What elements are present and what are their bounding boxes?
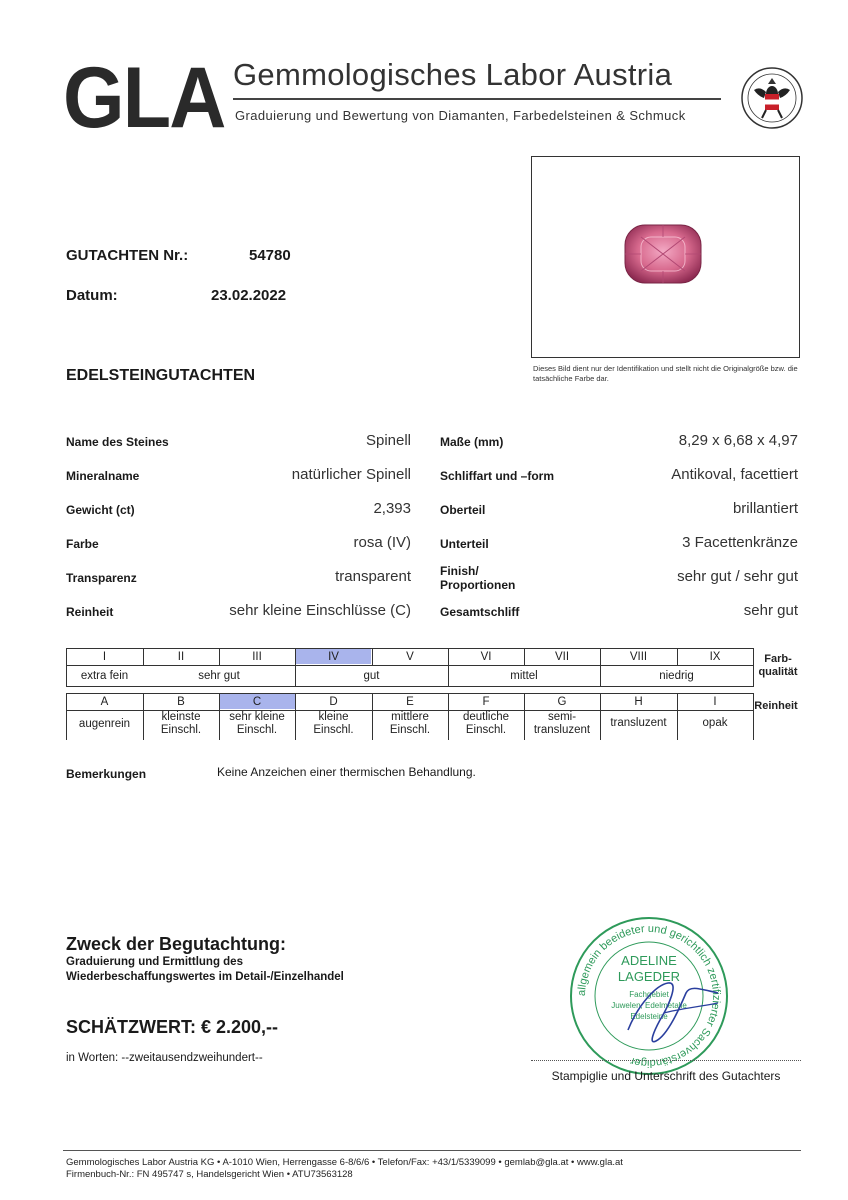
prop-value: brillantiert — [732, 500, 798, 517]
purpose-title: Zweck der Begutachtung: — [66, 934, 287, 954]
gemstone-image — [623, 223, 703, 285]
purpose-text: Graduierung und Ermittlung des Wiederbeschaffungswertes im Detail-/Einzelhandel — [66, 956, 344, 983]
clarity-description: kleinste Einschl. — [160, 711, 202, 736]
clarity-grade-letter: I — [713, 696, 717, 708]
footer-rule — [63, 1150, 801, 1151]
clarity-grade-letter: H — [634, 696, 643, 708]
footer-line: Firmenbuch-Nr.: FN 495747 s, Handelsgericht Wien • ATU73563128 — [66, 1169, 353, 1180]
prop-label: Finish/ — [440, 564, 479, 578]
prop-label: Gesamtschliff — [440, 605, 520, 619]
header-rule — [233, 98, 721, 100]
color-grade-numeral: IV — [328, 651, 339, 663]
color-grade-numeral: IX — [709, 651, 721, 663]
report-type: EDELSTEINGUTACHTEN — [66, 367, 256, 384]
clarity-grade-title: Reinheit — [754, 700, 798, 712]
grade-table — [66, 648, 796, 743]
prop-label: Reinheit — [66, 605, 114, 619]
expert-stamp-icon — [568, 915, 730, 1077]
prop-label: Farbe — [66, 537, 99, 551]
prop-value: sehr gut — [743, 602, 798, 619]
color-grade-numeral: I — [102, 651, 107, 663]
signature-line — [531, 1060, 801, 1061]
svg-text:Juwelen, Edelmetalle: Juwelen, Edelmetalle — [611, 1001, 687, 1010]
clarity-description: semi- transluzent — [533, 711, 591, 736]
prop-label: Gewicht (ct) — [66, 503, 135, 517]
prop-value: Spinell — [365, 432, 411, 449]
footer-line: Gemmologisches Labor Austria KG • A-1010 Wien, Herrengasse 6-8/6/6 • Telefon/Fax: +43/1/5339099 • gemlab@gla.at • www.gla.at — [66, 1157, 623, 1168]
prop-value: Antikoval, facettiert — [671, 466, 798, 483]
report-date: 23.02.2022 — [211, 287, 287, 304]
color-grade-title: Farb- qualität — [758, 653, 798, 678]
valuation-amount: € 2.200,-- — [201, 1017, 279, 1037]
svg-text:allgemein beeideter und gerich: allgemein beeideter und gerichtlich zertifizierter Sachverständiger — [575, 922, 723, 1070]
prop-value: sehr gut / sehr gut — [677, 568, 798, 585]
prop-value: sehr kleine Einschlüsse (C) — [229, 602, 411, 619]
color-grade-numeral: VIII — [629, 651, 648, 663]
color-grade-numeral: VII — [554, 651, 570, 663]
clarity-description: augenrein — [78, 718, 131, 730]
clarity-grade-letter: F — [482, 696, 490, 708]
valuation-in-words: in Worten: --zweitausendzweihundert-- — [66, 1052, 263, 1064]
photo-caption: Dieses Bild dient nur der Identifikation und stellt nicht die Originalgröße bzw. die tatsächliche Farbe dar. — [533, 364, 798, 383]
prop-label: Mineralname — [66, 469, 140, 483]
prop-value: rosa (IV) — [353, 534, 411, 551]
prop-value: natürlicher Spinell — [291, 466, 411, 483]
remarks-text: Keine Anzeichen einer thermischen Behandlung. — [217, 765, 476, 779]
prop-value: transparent — [335, 568, 411, 585]
svg-text:LAGEDER: LAGEDER — [617, 969, 681, 984]
lab-name: Gemmologisches Labor Austria — [233, 57, 673, 92]
clarity-description: deutliche Einschl. — [462, 711, 510, 736]
clarity-grade-letter: C — [252, 696, 262, 708]
svg-text:Edelsteine: Edelsteine — [630, 1012, 668, 1021]
prop-value: 3 Facettenkränze — [682, 534, 798, 551]
color-group-label: gut — [363, 670, 380, 682]
prop-label: Maße (mm) — [440, 435, 504, 449]
clarity-description: mittlere Einschl. — [389, 711, 431, 736]
color-group-label: mittel — [510, 670, 538, 682]
clarity-description: sehr kleine Einschl. — [229, 711, 285, 736]
prop-label: Oberteil — [440, 503, 486, 517]
valuation — [66, 1017, 278, 1038]
prop-label: Unterteil — [440, 537, 489, 551]
color-grade-numeral: II — [177, 651, 185, 663]
color-grade-numeral: III — [252, 651, 262, 663]
color-group-label: sehr gut — [198, 670, 240, 682]
clarity-description: kleine Einschl. — [313, 711, 354, 736]
date-label: Datum: — [66, 287, 118, 304]
color-group-label: niedrig — [659, 670, 694, 682]
valuation-label: SCHÄTZWERT: — [66, 1017, 196, 1037]
lab-subtitle: Graduierung und Bewertung von Diamanten, Farbedelsteinen & Schmuck — [235, 108, 686, 123]
clarity-grade-letter: A — [100, 696, 109, 708]
clarity-grade-letter: E — [406, 696, 414, 708]
signature-caption: Stampiglie und Unterschrift des Gutachters — [551, 1069, 781, 1083]
prop-label: Transparenz — [66, 571, 137, 585]
footer — [66, 1157, 623, 1181]
prop-label: Schliffart und –form — [440, 469, 555, 483]
remarks-label: Bemerkungen — [66, 767, 147, 781]
prop-value: 2,393 — [373, 500, 411, 517]
report-number: 54780 — [249, 247, 291, 264]
report-number-label: GUTACHTEN Nr.: — [66, 247, 189, 264]
stone-photo-frame — [531, 156, 800, 358]
clarity-description: transluzent — [610, 717, 667, 729]
prop-label: Proportionen — [440, 578, 516, 592]
prop-label: Name des Steines — [66, 435, 169, 449]
clarity-grade-letter: G — [557, 696, 567, 708]
clarity-grade-letter: B — [177, 696, 185, 708]
clarity-grade-letter: D — [329, 696, 338, 708]
color-grade-numeral: V — [406, 651, 414, 663]
gla-logo: GLA — [63, 50, 225, 146]
austria-coat-of-arms-icon — [740, 64, 804, 132]
clarity-description: opak — [702, 717, 728, 729]
color-group-label: extra fein — [80, 670, 129, 682]
color-grade-numeral: VI — [480, 651, 492, 663]
svg-text:Fachgebiet: Fachgebiet — [629, 990, 669, 999]
svg-text:ADELINE: ADELINE — [621, 953, 677, 968]
prop-value: 8,29 x 6,68 x 4,97 — [678, 432, 798, 449]
